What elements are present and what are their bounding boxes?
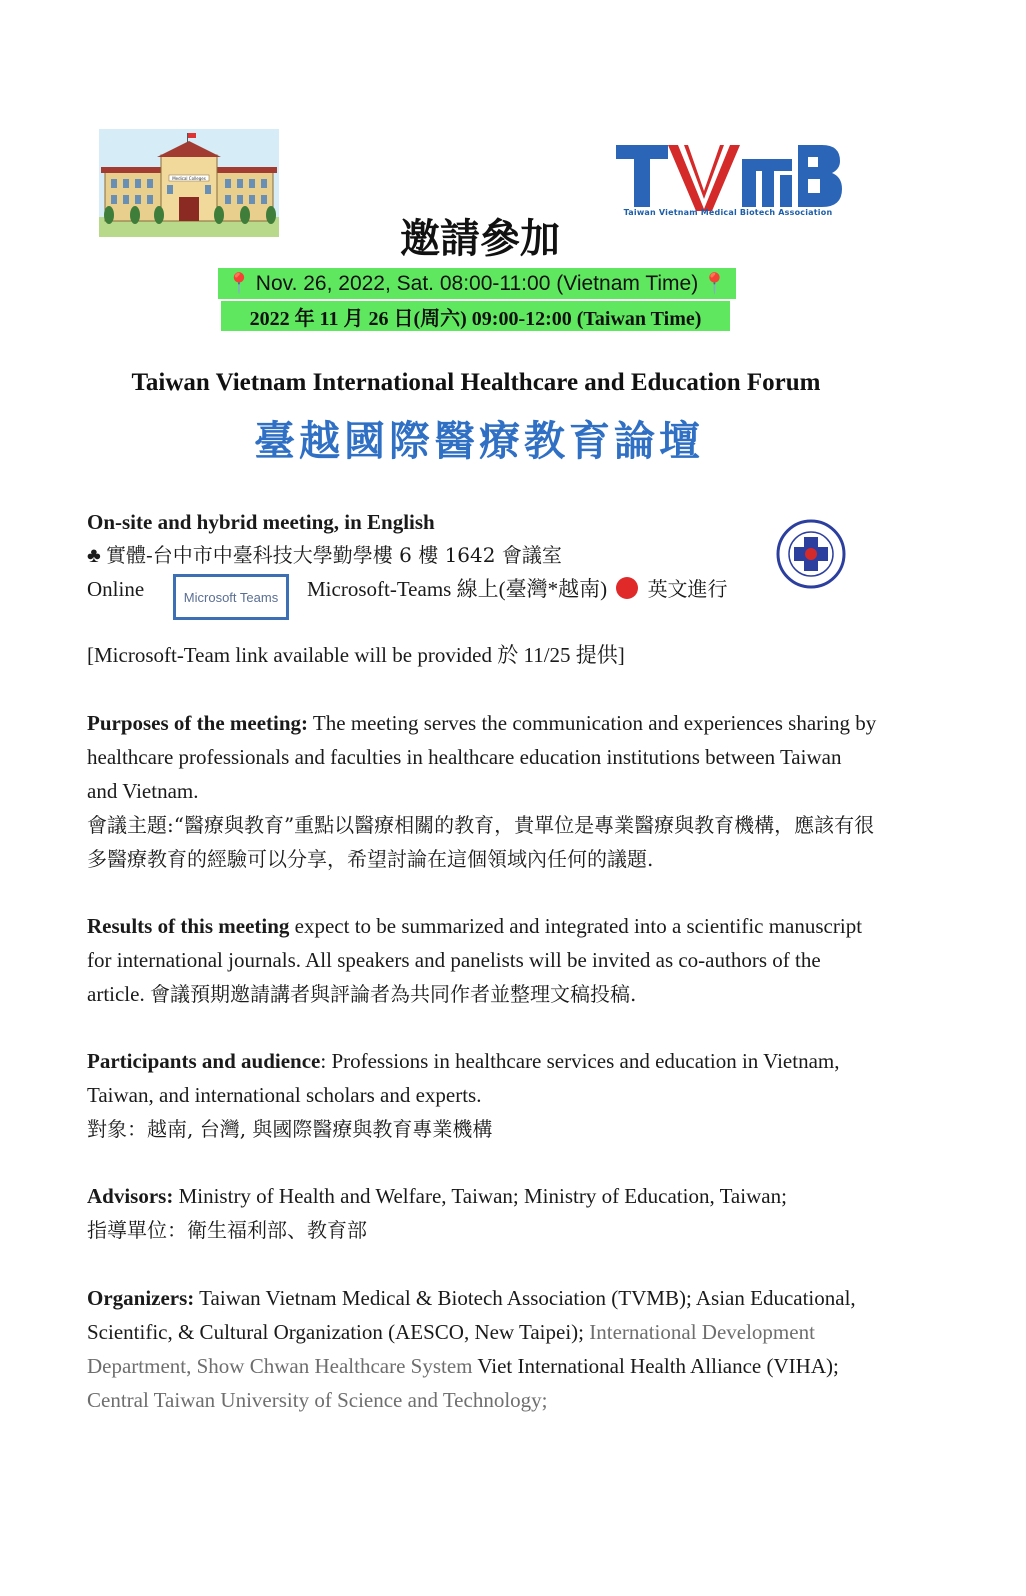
university-seal-logo [776, 519, 846, 589]
date-vietnam: Nov. 26, 2022, Sat. 08:00-11:00 (Vietnam Time) [255, 271, 699, 295]
participants-label: Participants and audience [87, 1049, 321, 1073]
advisors-label: Advisors: [87, 1184, 174, 1208]
purposes-text-zh: 會議主題:“醫療與教育”重點以醫療相關的教育，貴單位是專業醫療與教育機構，應該有很多醫療教育的經驗可以分享，希望討論在這個領域內任何的議題. [87, 813, 875, 871]
participants-section [87, 1044, 877, 1146]
tvmb-logo-text: TVMB [612, 139, 615, 140]
purposes-label: Purposes of the meeting: [87, 711, 309, 735]
clover-icon: ♣ [87, 543, 101, 567]
online-label: Online [87, 577, 145, 601]
venue-text: 實體-台中市中臺科技大學勤學樓 6 樓 1642 會議室 [106, 543, 562, 567]
apple-icon [616, 577, 638, 599]
date-taiwan: 2022 年 11 月 26 日(周六) 09:00-12:00 (Taiwan Time) [221, 301, 730, 331]
pin-icon: 📍 [226, 273, 252, 295]
venue-line [87, 538, 562, 572]
meeting-mode: On-site and hybrid meeting, in English [87, 510, 435, 534]
english-conducted: 英文進行 [647, 577, 728, 601]
organizers-section [87, 1281, 877, 1417]
results-text-en: expect to be summarized and integrated into a scientific manuscript for international journals. All speakers and panelists will be invited as co-authors of the article. [87, 914, 863, 1006]
organizers-part2: International Development Department, Show Chwan Healthcare System [87, 1320, 815, 1378]
participants-text-en: : Professions in healthcare services and education in Vietnam, Taiwan, and international scholars and experts. [87, 1049, 840, 1107]
microsoft-teams-button[interactable]: Microsoft Teams [173, 574, 289, 620]
advisors-text-zh: 指導單位：衛生福利部、教育部 [87, 1218, 367, 1242]
organizers-part4: Central Taiwan University of Science and Technology; [87, 1388, 548, 1412]
results-section [87, 909, 877, 1011]
organizers-part1: Taiwan Vietnam Medical & Biotech Association (TVMB); Asian Educational, Scientific, & Cultural Organization (AESCO, New Taipei); [87, 1286, 856, 1344]
purposes-text-en: The meeting serves the communication and experiences sharing by healthcare professionals and faculties in healthcare education institutions between Taiwan and Vietnam. [87, 711, 877, 803]
pin-icon: 📍 [702, 273, 728, 295]
advisors-text-en: Ministry of Health and Welfare, Taiwan; Ministry of Education, Taiwan; [178, 1184, 787, 1208]
date-vietnam-banner [218, 268, 736, 299]
advisors-section [87, 1179, 877, 1247]
teams-text: Microsoft-Teams 線上(臺灣*越南) [307, 577, 608, 601]
invite-title: 邀請參加 [400, 216, 560, 262]
purposes-section [87, 706, 877, 876]
forum-title-english: Taiwan Vietnam International Healthcare and Education Forum [131, 369, 821, 396]
forum-title-chinese: 臺越國際醫療教育論壇 [254, 417, 704, 465]
teams-link-note: [Microsoft-Team link available will be provided 於 11/25 提供] [87, 643, 625, 667]
teams-line [307, 572, 728, 606]
tvmb-subtitle: Taiwan Vietnam Medical Biotech Association [623, 208, 833, 217]
building-sign: Medical Colleges [172, 176, 206, 181]
results-text-zh: 會議預期邀請講者與評論者為共同作者並整理文稿投稿. [149, 982, 637, 1006]
organizers-label: Organizers: [87, 1286, 195, 1310]
participants-text-zh: 對象：越南, 台灣, 與國際醫療與教育專業機構 [87, 1117, 493, 1141]
results-label: Results of this meeting [87, 914, 290, 938]
organizers-part3: Viet International Health Alliance (VIHA); [477, 1354, 839, 1378]
